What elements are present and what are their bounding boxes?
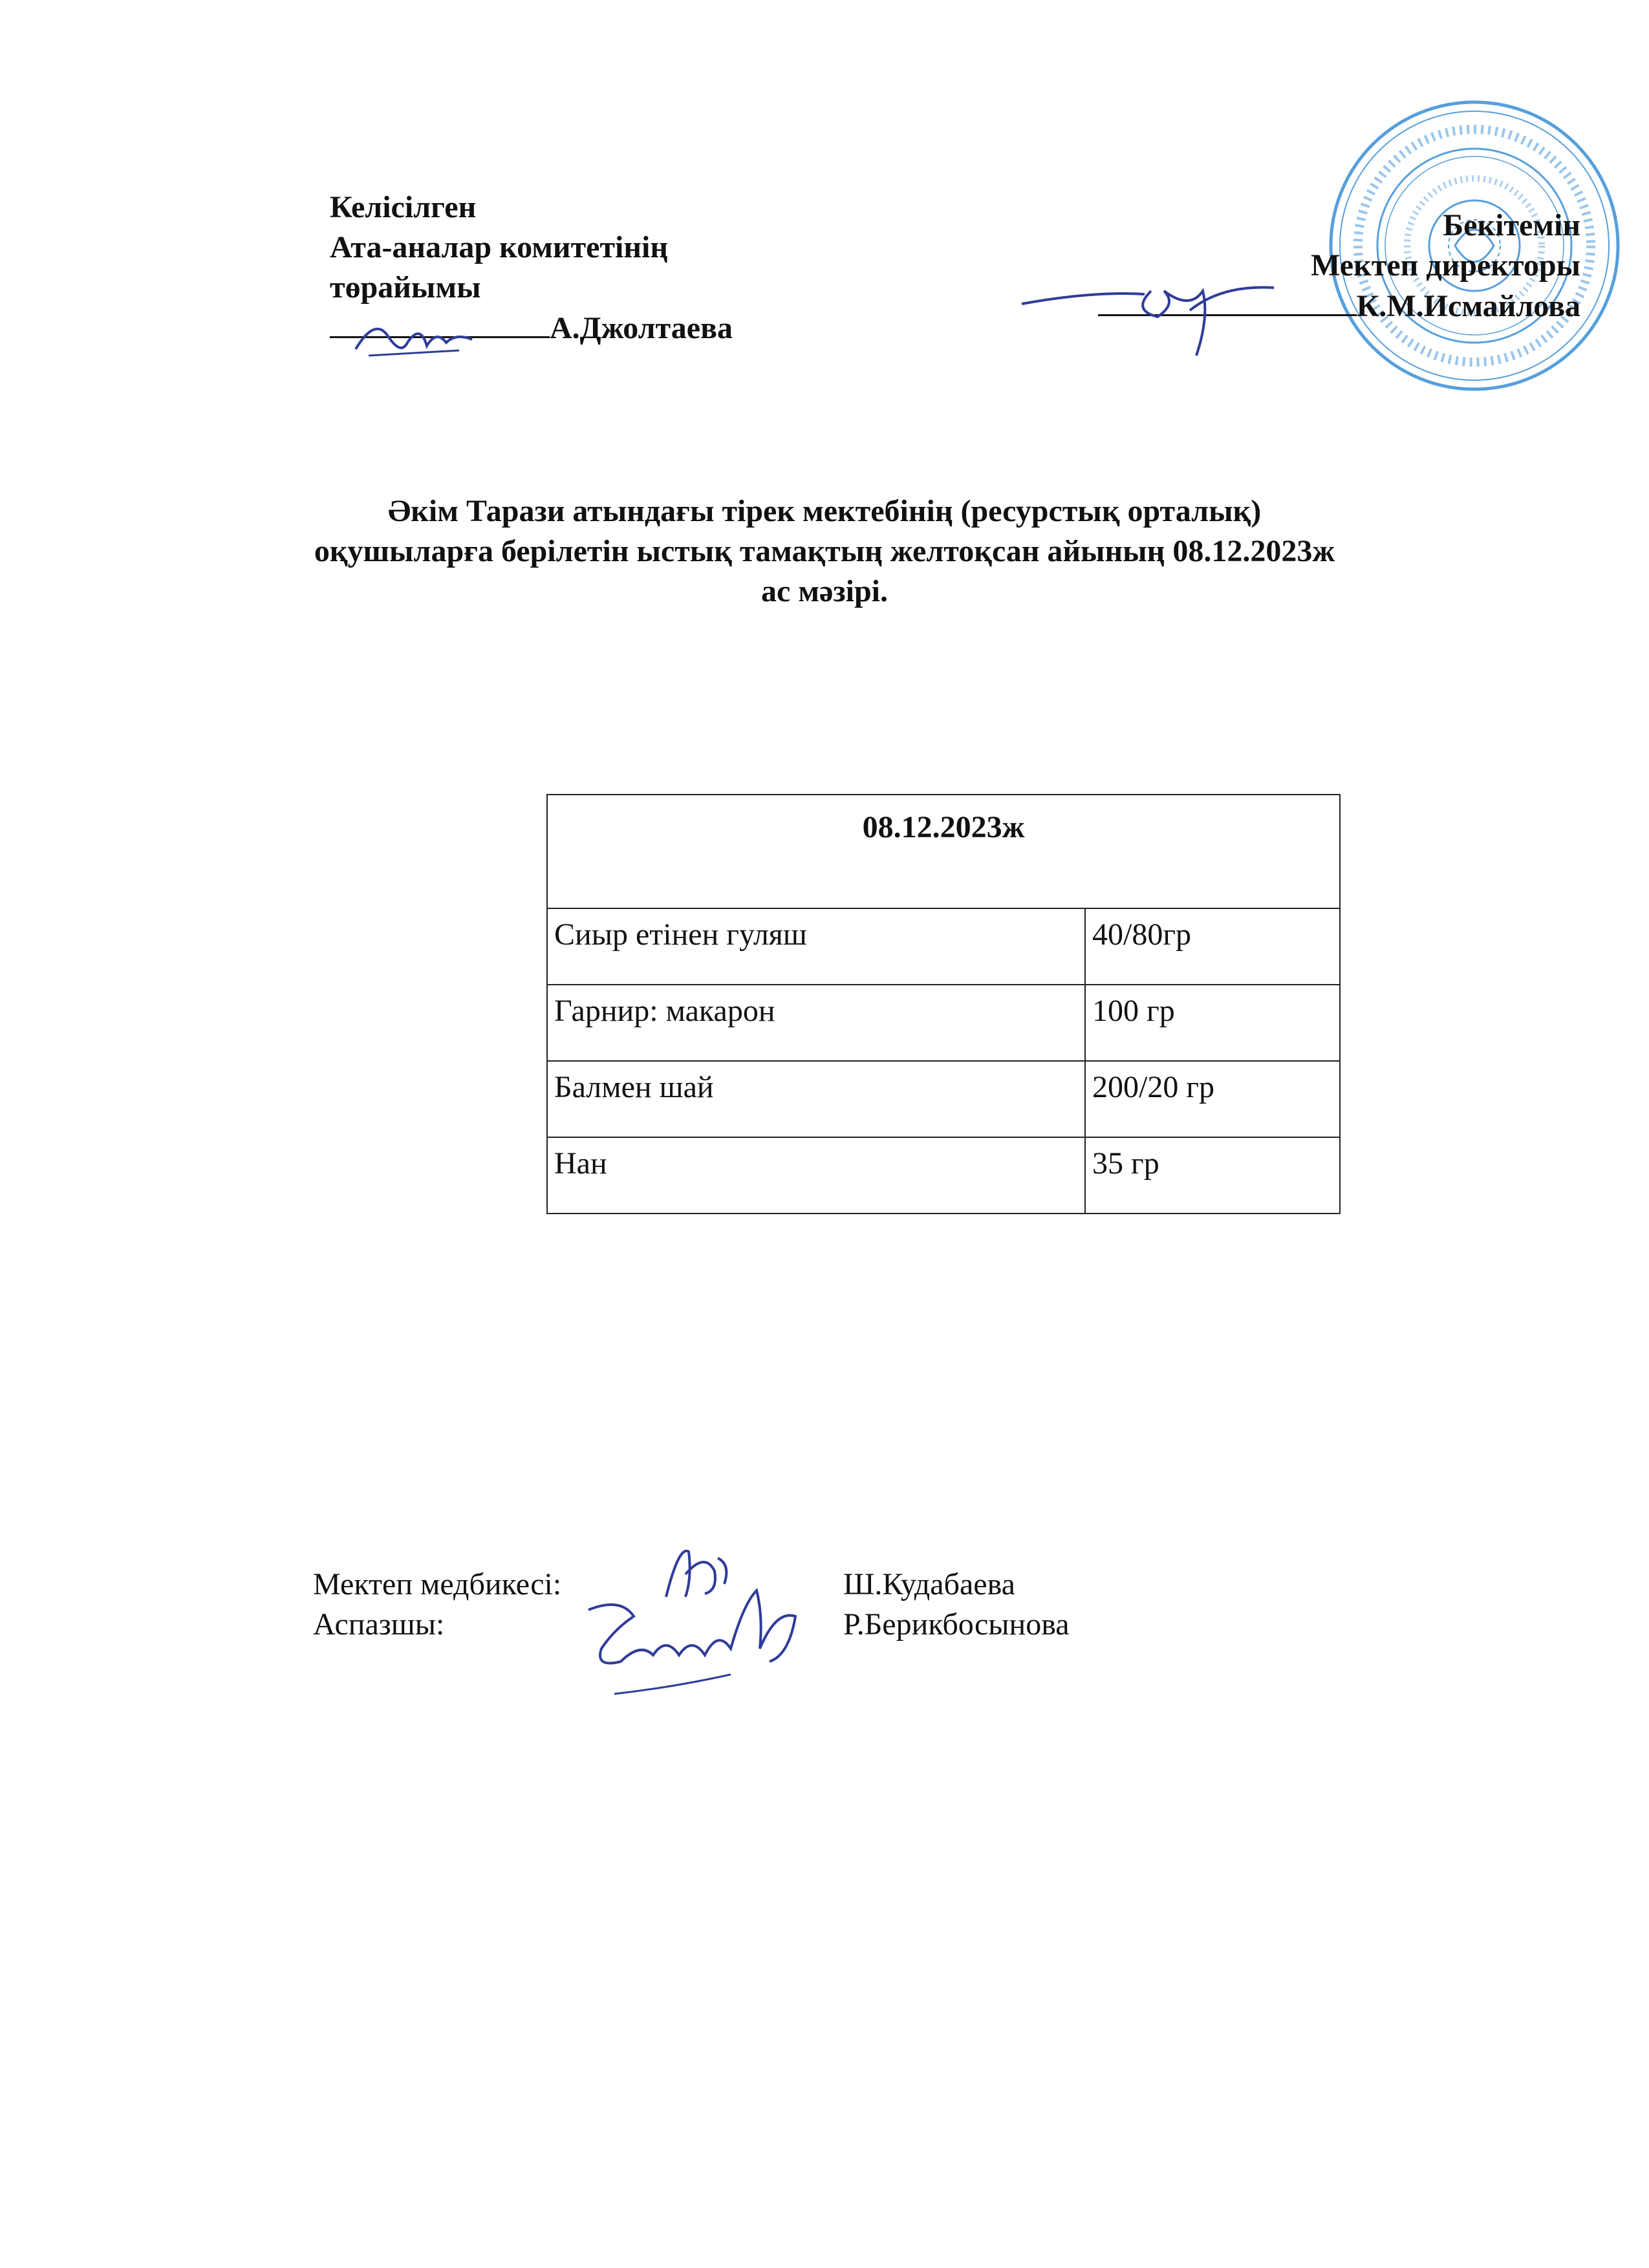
menu-date-header: 08.12.2023ж [547,795,1340,908]
nurse-name: Ш.Кудабаева [843,1567,1015,1601]
chairperson-label: төрайымы [330,270,481,305]
director-signature [1015,265,1287,375]
menu-item-name: Гарнир: макарон [547,985,1085,1061]
title-line-3: ас мәзірі. [761,574,888,608]
title-line-2: оқушыларға берілетін ыстық тамақтың желтоқсан айының 08.12.2023ж [314,534,1335,568]
menu-table [546,794,1341,1214]
cook-name: Р.Берикбосынова [843,1607,1070,1642]
menu-item-name: Балмен шай [547,1061,1085,1137]
approve-label: Бекітемін [1443,208,1580,242]
chairperson-name: А.Джолтаева [550,311,733,345]
menu-item-amount: 200/20 гр [1085,1061,1340,1137]
title-line-1: Әкім Тарази атындағы тірек мектебінің (ресурстық орталық) [387,494,1262,528]
document-title [0,491,1649,612]
director-name: К.М.Исмайлова [1356,289,1580,323]
nurse-role: Мектеп медбикесі: [313,1567,562,1601]
menu-item-amount: 40/80гр [1085,908,1340,985]
director-label: Мектеп директоры [1311,248,1580,283]
table-row [547,985,1340,1061]
table-row [547,1137,1340,1214]
menu-item-amount: 100 гр [1085,985,1340,1061]
chairperson-signature [349,310,479,369]
cook-role: Аспазшы: [313,1607,445,1642]
parents-committee-label: Ата-аналар комитетінің [330,230,669,264]
cook-signature [576,1578,821,1700]
agreed-label: Келісілген [330,190,477,224]
table-row [547,1061,1340,1137]
menu-item-name: Нан [547,1137,1085,1214]
menu-item-amount: 35 гр [1085,1137,1340,1214]
menu-item-name: Сиыр етінен гуляш [547,908,1085,985]
menu-table-header-row [547,795,1340,908]
table-row [547,908,1340,985]
